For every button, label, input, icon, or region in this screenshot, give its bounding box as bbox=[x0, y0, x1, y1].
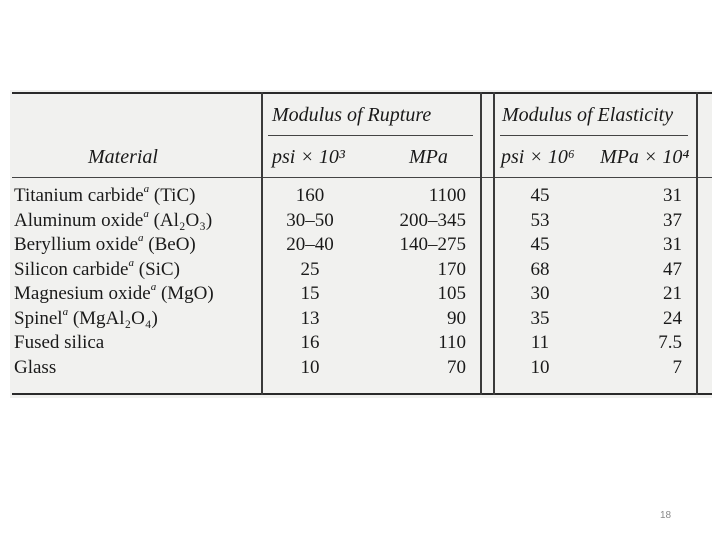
column-divider bbox=[696, 92, 698, 395]
psi-rupture-column-header: psi × 10³ bbox=[272, 146, 345, 168]
rupture-psi-cell: 20–40 bbox=[286, 234, 334, 255]
elasticity-mpa-cell: 37 bbox=[663, 209, 682, 231]
rupture-mpa-cell: 140–275 bbox=[399, 234, 466, 255]
elasticity-mpa-cell: 31 bbox=[663, 234, 682, 255]
material-name: Aluminum oxide bbox=[14, 209, 144, 231]
rupture-mpa-cell: 170 bbox=[437, 258, 466, 280]
rupture-psi-cell: 25 bbox=[300, 258, 320, 280]
footnote-marker: a bbox=[62, 305, 69, 318]
mpa-rupture-column-header: MPa bbox=[409, 146, 448, 168]
column-divider bbox=[493, 92, 495, 395]
material-name: Magnesium oxide bbox=[14, 283, 151, 304]
material-name-cell bbox=[14, 207, 213, 231]
rupture-group-rule bbox=[268, 135, 473, 136]
elasticity-psi-cell: 53 bbox=[530, 209, 550, 231]
rupture-mpa-cell: 90 bbox=[447, 307, 466, 329]
modulus-of-rupture-header: Modulus of Rupture bbox=[272, 104, 432, 126]
material-name-cell bbox=[14, 256, 180, 280]
chemical-formula: (SiC) bbox=[134, 258, 180, 280]
elasticity-psi-cell: 11 bbox=[530, 332, 550, 353]
rupture-mpa-cell: 1100 bbox=[428, 185, 466, 206]
elasticity-psi-cell: 45 bbox=[530, 185, 550, 206]
material-name-cell bbox=[14, 358, 56, 377]
column-divider bbox=[480, 92, 482, 395]
footnote-marker: a bbox=[143, 207, 149, 220]
rupture-mpa-cell: 200–345 bbox=[399, 209, 466, 231]
material-name: Silicon carbide bbox=[14, 258, 129, 280]
rupture-psi-cell: 16 bbox=[300, 332, 320, 353]
table-bottom-rule bbox=[12, 393, 712, 395]
elasticity-psi-cell: 45 bbox=[530, 234, 550, 255]
rupture-psi-cell: 160 bbox=[295, 185, 325, 206]
rupture-psi-cell: 10 bbox=[300, 356, 320, 378]
rupture-mpa-cell: 110 bbox=[438, 332, 466, 353]
rupture-mpa-cell: 105 bbox=[437, 283, 466, 304]
material-name: Titanium carbide bbox=[14, 185, 144, 206]
elasticity-group-rule bbox=[500, 135, 688, 136]
footnote-marker: a bbox=[138, 232, 144, 244]
chemical-formula: (TiC) bbox=[149, 185, 196, 206]
elasticity-psi-cell: 68 bbox=[530, 258, 550, 280]
footnote-marker: a bbox=[150, 281, 157, 293]
elasticity-mpa-cell: 31 bbox=[663, 185, 682, 206]
elasticity-psi-cell: 30 bbox=[530, 283, 550, 304]
material-name-cell bbox=[14, 305, 158, 329]
material-name: Beryllium oxide bbox=[14, 234, 139, 255]
material-column-header: Material bbox=[88, 146, 158, 168]
column-divider bbox=[261, 92, 263, 395]
material-name-cell bbox=[14, 183, 196, 206]
page-number: 18 bbox=[660, 510, 672, 521]
chemical-formula: (BeO) bbox=[143, 234, 196, 255]
rupture-psi-cell: 15 bbox=[300, 283, 320, 304]
modulus-of-elasticity-header: Modulus of Elasticity bbox=[502, 104, 674, 126]
footnote-marker: a bbox=[128, 256, 134, 269]
psi-elasticity-column-header: psi × 10⁶ bbox=[501, 146, 575, 168]
material-name: Fused silica bbox=[14, 332, 105, 353]
chemical-formula: (MgO) bbox=[156, 283, 214, 304]
rupture-mpa-cell: 70 bbox=[447, 356, 466, 378]
elasticity-psi-cell: 10 bbox=[530, 356, 550, 378]
elasticity-mpa-cell: 47 bbox=[663, 258, 682, 280]
material-name-cell bbox=[14, 333, 104, 352]
material-name: Glass bbox=[14, 356, 57, 378]
footnote-marker: a bbox=[143, 183, 150, 195]
table-top-rule bbox=[12, 92, 712, 94]
elasticity-psi-cell: 35 bbox=[530, 307, 550, 329]
chemical-formula: (Al₂O₃) bbox=[148, 209, 213, 231]
rupture-psi-cell: 30–50 bbox=[286, 209, 334, 231]
elasticity-mpa-cell: 7 bbox=[672, 356, 682, 378]
table-header-rule bbox=[12, 177, 712, 178]
rupture-psi-cell: 13 bbox=[300, 307, 320, 329]
material-name-cell bbox=[14, 281, 214, 304]
elasticity-mpa-cell: 7.5 bbox=[658, 332, 682, 353]
material-name-cell bbox=[14, 232, 196, 255]
elasticity-mpa-cell: 21 bbox=[663, 283, 682, 304]
chemical-formula: (MgAl₂O₄) bbox=[68, 307, 158, 329]
elasticity-mpa-cell: 24 bbox=[663, 307, 682, 329]
material-name: Spinel bbox=[14, 307, 63, 329]
mpa-elasticity-column-header: MPa × 10⁴ bbox=[600, 147, 690, 167]
